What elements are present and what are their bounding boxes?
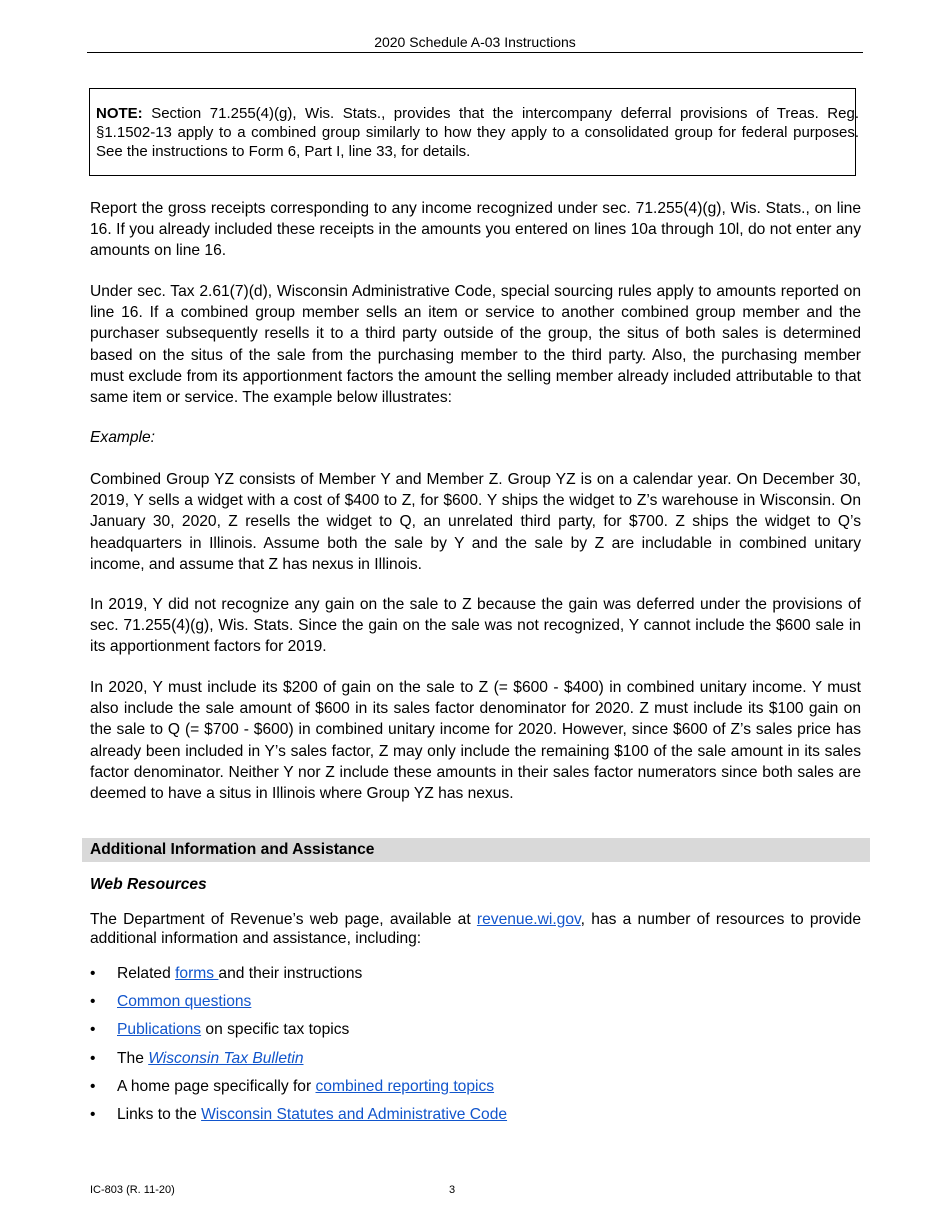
paragraph-2020: In 2020, Y must include its $200 of gain on the sale to Z (= $600 - $400) in combined unitary income. Y must also include the sale amount of $600 in its sales factor denominator for 2020. Z must include its $100 gain on the sale to Q (= $700 - $600) in combined unitary income for 2020. However, since $600 of Z’s sales price has already been included in Y’s sales factor, Z may only include the remaining $100 of the sale amount in its sales factor denominator. Neither Y nor Z include these amounts in their sales factor numerators since both sales are deemed to have a situs in Illinois where Group YZ has nexus.: [90, 679, 861, 803]
bullet-icon: •: [90, 1105, 96, 1123]
resource-list: [90, 964, 861, 1133]
bullet-text: A home page specifically for: [117, 1077, 316, 1095]
bullet-icon: •: [90, 965, 96, 982]
web-resources-heading: Web Resources: [90, 876, 207, 893]
paragraph-example-setup: Combined Group YZ consists of Member Y and Member Z. Group YZ is on a calendar year. On December 30, 2019, Y sells a widget with a cost of $400 to Z, for $600. Y ships the widget to Z’s warehouse in Wisconsin. On January 30, 2020, Z resells the widget to Q, an unrelated third party, for $700. Z ships the widget to Q’s headquarters in Illinois. Assume both the sale by Y and the sale by Z are includable in combined unitary income, and assume that Z has nexus in Illinois.: [90, 471, 861, 573]
list-item: [90, 1077, 861, 1105]
section-title: Additional Information and Assistance: [90, 841, 375, 858]
intro-text-after: , has a number of resources to provide additional information and assistance, including:: [90, 911, 862, 947]
paragraph-sourcing-rules: Under sec. Tax 2.61(7)(d), Wisconsin Administrative Code, special sourcing rules apply to amounts reported on line 16. If a combined group member sells an item or service to another combined group member and the purchaser subsequently resells it to a third party outside of the group, the situs of both sales is determined based on the situs of the sale from the purchasing member to the third party. Also, the purchasing member must exclude from its apportionment factors the amount the selling member already included attributable to that same item or service. The example below illustrates:: [90, 283, 861, 407]
bullet-icon: •: [90, 993, 96, 1011]
publications-link[interactable]: Publications: [117, 1021, 202, 1039]
forms-link[interactable]: forms: [175, 965, 219, 982]
bullet-text: Links to the: [117, 1105, 202, 1123]
note-body: Section 71.255(4)(g), Wis. Stats., provides that the intercompany deferral provisions of Treas. Reg. §1.1502-13 apply to a combined group similarly to how they apply to a consolidated group for federal purposes. See the instructions to Form 6, Part I, line 33, for details.: [96, 105, 859, 160]
list-item: [90, 1049, 861, 1077]
bullet-text: on specific tax topics: [201, 1021, 350, 1039]
bullet-text: Related: [117, 965, 176, 982]
page-header: 2020 Schedule A-03 Instructions: [87, 33, 863, 53]
list-item: [90, 1105, 861, 1133]
list-item: [90, 1020, 861, 1048]
bullet-icon: •: [90, 1077, 96, 1095]
note-box: [89, 88, 859, 176]
bullet-icon: •: [90, 1049, 96, 1067]
web-resources-intro: [90, 910, 861, 948]
paragraph-gross-receipts: Report the gross receipts corresponding to any income recognized under sec. 71.255(4)(g), Wis. Stats., on line 16. If you already included these receipts in the amounts you entered on lines 10a through 10l, do not enter any amounts on line 16.: [90, 200, 861, 260]
list-item: [90, 992, 861, 1020]
form-id: IC-803 (R. 11-20): [90, 1184, 175, 1196]
combined-reporting-link[interactable]: combined reporting topics: [315, 1077, 495, 1095]
revenue-website-link[interactable]: revenue.wi.gov: [476, 911, 581, 928]
note-label: NOTE:: [96, 105, 143, 122]
statutes-link[interactable]: Wisconsin Statutes and Administrative Code: [201, 1105, 508, 1123]
common-questions-link[interactable]: Common questions: [117, 993, 252, 1011]
note-text: [96, 104, 859, 161]
page-number: 3: [449, 1184, 456, 1196]
section-heading-bar: [82, 838, 870, 862]
list-item: [90, 964, 861, 992]
tax-bulletin-link[interactable]: Wisconsin Tax Bulletin: [148, 1049, 304, 1067]
paragraph-2019: In 2019, Y did not recognize any gain on the sale to Z because the gain was deferred under the provisions of sec. 71.255(4)(g), Wis. Stats. Since the gain on the sale was not recognized, Y cannot include the $600 sale in its apportionment factors for 2019.: [90, 596, 861, 656]
bullet-icon: •: [90, 1021, 96, 1039]
bullet-text: and their instructions: [218, 965, 363, 982]
intro-text-before: The Department of Revenue’s web page, available at: [90, 911, 477, 928]
bullet-text: The: [117, 1049, 149, 1067]
example-label: Example:: [90, 429, 156, 446]
